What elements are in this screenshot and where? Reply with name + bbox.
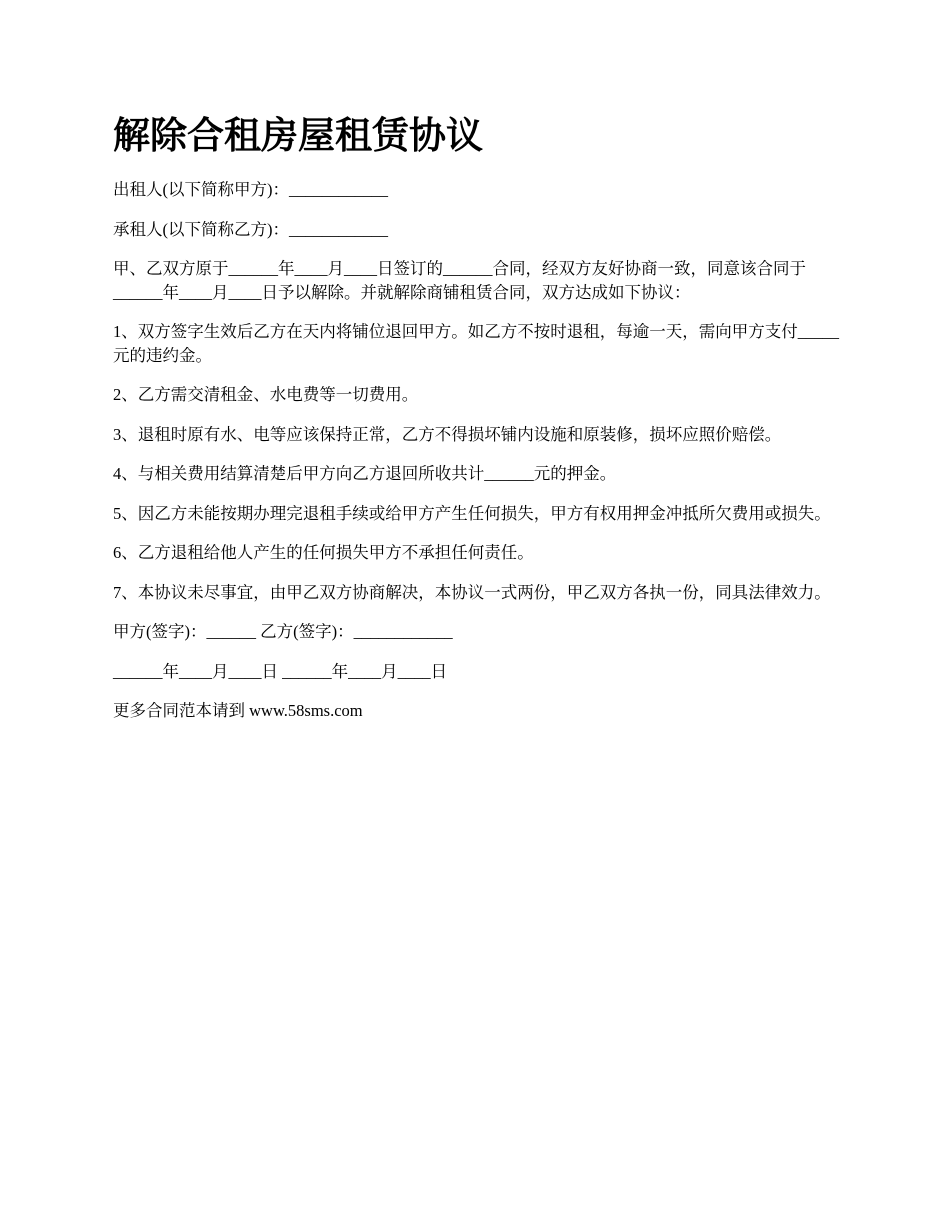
document-page <box>113 112 843 739</box>
document-title: 解除合租房屋租赁协议 <box>113 114 483 157</box>
footer-note: 更多合同范本请到 www.58sms.com <box>113 701 363 720</box>
clause-2: 2、乙方需交清租金、水电费等一切费用。 <box>113 385 419 404</box>
intro-paragraph: 甲、乙双方原于______年____月____日签订的______合同，经双方友好协商一致，同意该合同于______年____月____日予以解除。并就解除商铺租赁合同，双方达成如下协议： <box>113 259 806 302</box>
clause-1: 1、双方签字生效后乙方在天内将铺位退回甲方。如乙方不按时退租，每逾一天，需向甲方支付_____元的违约金。 <box>113 322 839 365</box>
signature-line: 甲方(签字)：______ 乙方(签字)：____________ <box>113 622 453 641</box>
date-line: ______年____月____日 ______年____月____日 <box>113 661 448 681</box>
clause-7: 7、本协议未尽事宜，由甲乙双方协商解决，本协议一式两份，甲乙双方各执一份，同具法律效力。 <box>113 582 831 602</box>
lessee-line: 承租人(以下简称乙方)：____________ <box>113 219 388 239</box>
clause-3: 3、退租时原有水、电等应该保持正常，乙方不得损坏铺内设施和原装修，损坏应照价赔偿。 <box>113 424 782 444</box>
lessor-line: 出租人(以下简称甲方)：____________ <box>113 180 388 199</box>
clause-6: 6、乙方退租给他人产生的任何损失甲方不承担任何责任。 <box>113 543 534 562</box>
clause-4: 4、与相关费用结算清楚后甲方向乙方退回所收共计______元的押金。 <box>113 464 617 483</box>
clause-5: 5、因乙方未能按期办理完退租手续或给甲方产生任何损失，甲方有权用押金冲抵所欠费用或损失。 <box>113 503 831 523</box>
